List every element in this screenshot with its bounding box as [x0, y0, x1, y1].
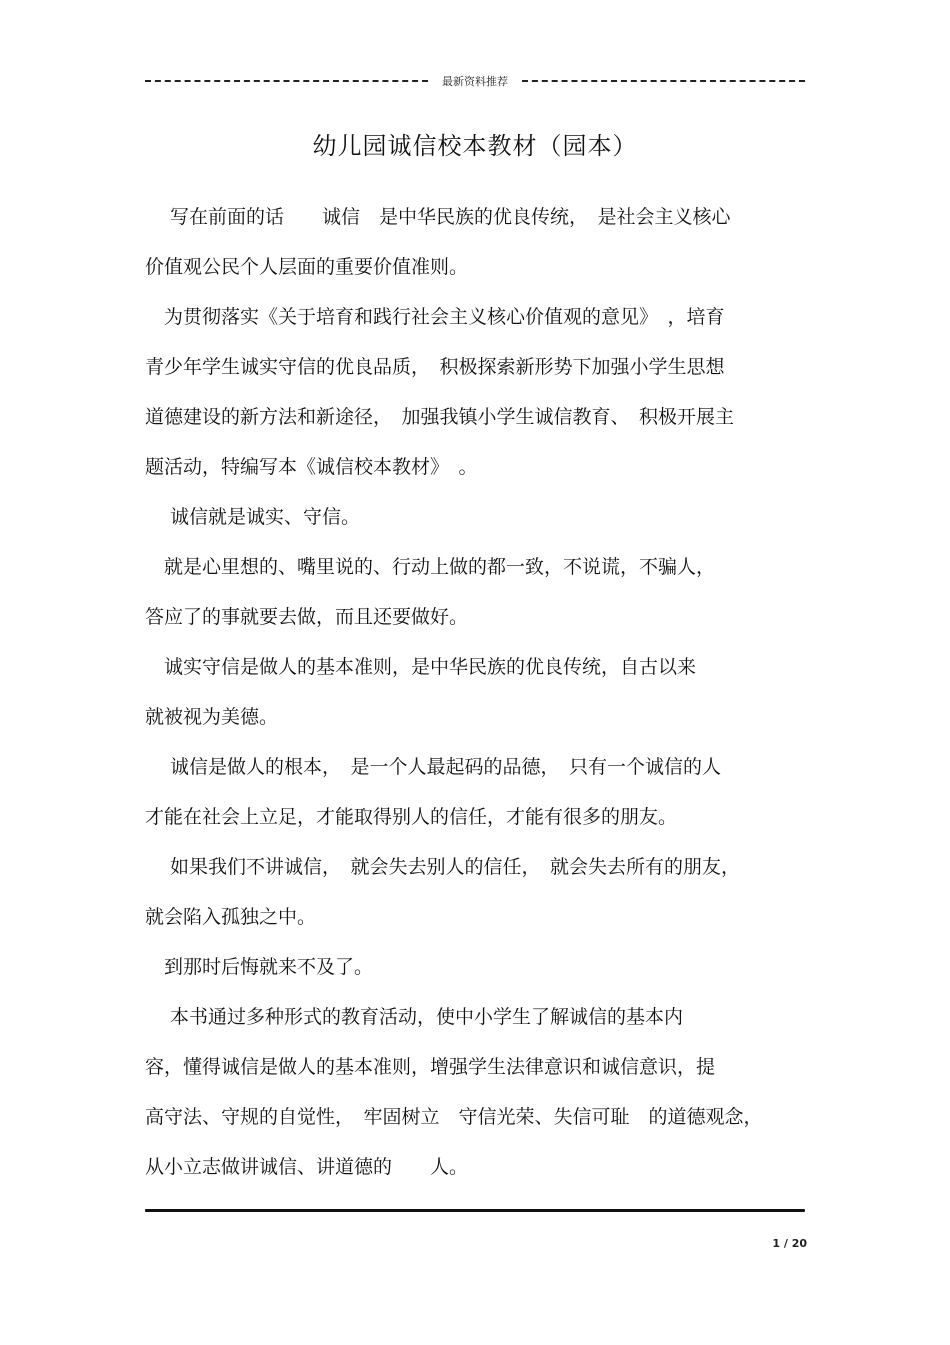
page-number: 1 / 20 — [772, 1237, 807, 1250]
paragraph-principle — [145, 642, 696, 742]
document-title: 幼儿园诚信校本教材（园本） — [312, 132, 638, 160]
text-line: 题活动，特编写本《诚信校本教材》 。 — [145, 456, 478, 478]
text-line: 从小立志做讲诚信、讲道德的 人。 — [145, 1156, 469, 1178]
text-line: 才能在社会上立足，才能取得别人的信任，才能有很多的朋友。 — [145, 806, 678, 828]
text-line: 道德建设的新方法和新途径， 加强我镇小学生诚信教育、 积极开展主 — [145, 406, 735, 428]
header-left-dashes — [145, 80, 428, 82]
text-line: 青少年学生诚实守信的优良品质， 积极探索新形势下加强小学生思想 — [145, 356, 725, 378]
text-line: 写在前面的话 诚信 是中华民族的优良传统， 是社会主义核心 — [145, 206, 731, 228]
paragraph-book-aim — [145, 992, 763, 1192]
text-line: 诚信就是诚实、守信。 — [145, 506, 361, 528]
text-line: 就是心里想的、嘴里说的、行动上做的都一致，不说谎，不骗人， — [145, 556, 716, 578]
text-line: 诚实守信是做人的基本准则，是中华民族的优良传统，自古以来 — [145, 656, 697, 678]
page-header — [145, 72, 805, 90]
text-line: 容，懂得诚信是做人的基本准则，增强学生法律意识和诚信意识，提 — [145, 1056, 716, 1078]
text-line: 答应了的事就要去做，而且还要做好。 — [145, 606, 469, 628]
text-line: 为贯彻落实《关于培育和践行社会主义核心价值观的意见》 ，培育 — [145, 306, 725, 328]
paragraph-definition — [145, 492, 360, 542]
text-line: 诚信是做人的根本， 是一个人最起码的品德， 只有一个诚信的人 — [145, 756, 722, 778]
footer-divider — [145, 1209, 805, 1212]
header-right-dashes — [522, 80, 805, 82]
text-line: 如果我们不讲诚信， 就会失去别人的信任， 就会失去所有的朋友， — [145, 856, 741, 878]
header-label: 最新资料推荐 — [442, 75, 508, 88]
paragraph-regret — [145, 942, 373, 992]
paragraph-purpose — [145, 292, 734, 492]
text-line: 到那时后悔就来不及了。 — [145, 956, 374, 978]
paragraph-consequence — [145, 842, 740, 942]
text-line: 本书通过多种形式的教育活动，使中小学生了解诚信的基本内 — [145, 1006, 684, 1028]
text-line: 就被视为美德。 — [145, 706, 279, 728]
paragraph-foundation — [145, 742, 721, 842]
paragraph-explanation — [145, 542, 715, 642]
text-line: 高守法、守规的自觉性， 牢固树立 守信光荣、失信可耻 的道德观念， — [145, 1106, 763, 1128]
text-line: 价值观公民个人层面的重要价值准则。 — [145, 256, 469, 278]
text-line: 就会陷入孤独之中。 — [145, 906, 317, 928]
paragraph-intro — [145, 192, 731, 292]
